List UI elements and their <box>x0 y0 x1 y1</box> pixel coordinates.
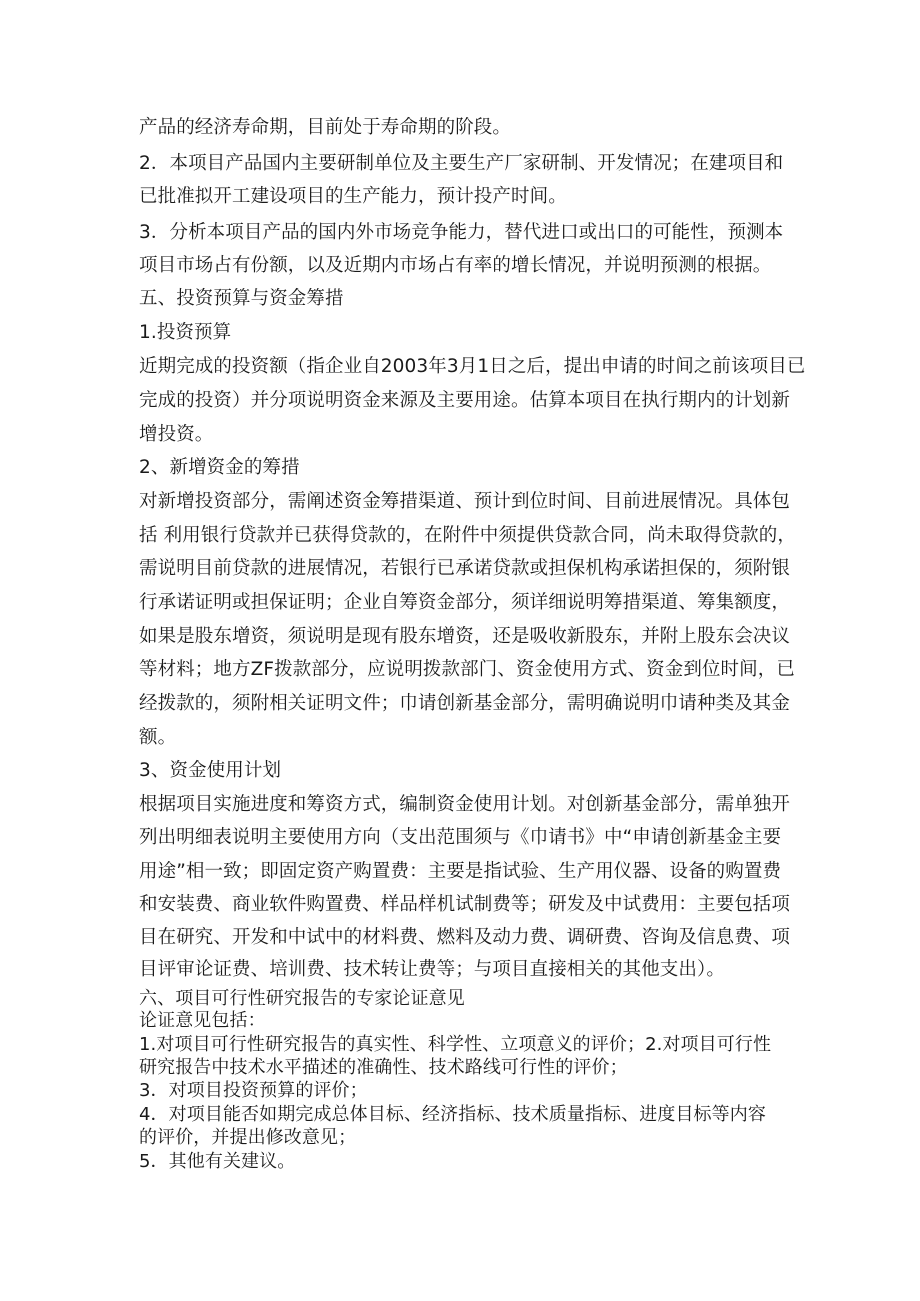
text-line: 2．本项目产品国内主要研制单位及主要生产厂家研制、开发情况；在建项目和 <box>139 153 784 174</box>
subsection-heading: 1.投资预算 <box>139 322 232 343</box>
text-line: 经拨款的，须附相关证明文件；巾请创新基金部分，需明确说明巾请种类及其金 <box>139 693 791 714</box>
text-line: 如果是股东增资，须说明是现有股东增资，还是吸收新股东，并附上股东会决议 <box>139 626 791 647</box>
text-line: 等材料；地方ZF拨款部分，应说明拨款部门、资金使用方式、资金到位时间，已 <box>139 659 795 680</box>
section-heading: 六、项目可行性研究报告的专家论证意见 <box>139 988 465 1009</box>
text-line: 项目市场占有份额，以及近期内市场占有率的增长情况，并说明预测的根据。 <box>139 255 772 276</box>
text-line: 列出明细表说明主要使用方向（支出范围须与《巾请书》中“申请创新基金主要 <box>139 827 782 848</box>
text-line: 5．其他有关建议。 <box>139 1151 296 1172</box>
text-line: 目在研究、开发和中试中的材料费、燃料及动力费、调研费、咨询及信息费、项 <box>139 927 791 948</box>
text-line: 行承诺证明或担保证明；企业自筹资金部分，须详细说明筹措渠道、筹集额度， <box>139 592 791 613</box>
section-heading: 五、投资预算与资金筹措 <box>139 288 344 309</box>
text-line: 3．对项目投资预算的评价； <box>139 1080 368 1101</box>
text-line: 增投资。 <box>139 424 214 445</box>
text-line: 用途”相一致；即固定资产购置费：主要是指试验、生产用仪器、设备的购置费 <box>139 861 782 882</box>
text-line: 论证意见包括： <box>139 1010 266 1031</box>
text-line: 和安装费、商业软件购置费、样品样机试制费等；研发及中试费用：主要包括项 <box>139 894 791 915</box>
text-line: 根据项目实施进度和筹资方式，编制资金使用计划。对创新基金部分，需单独开 <box>139 794 791 815</box>
text-line: 研究报告中技术水平描述的准确性、技术路线可行性的评价； <box>139 1057 628 1078</box>
text-line: 3．分析本项目产品的国内外市场竞争能力，替代进口或出口的可能性，预测本 <box>139 222 784 243</box>
text-line: 4．对项目能否如期完成总体目标、经济指标、技术质量指标、进度目标等内容 <box>139 1104 766 1125</box>
text-line: 完成的投资）并分项说明资金来源及主要用途。估算本项目在执行期内的计划新 <box>139 390 791 411</box>
text-line: 的评价，并提出修改意见； <box>139 1127 357 1148</box>
text-line: 需说明目前贷款的进展情况，若银行已承诺贷款或担保机构承诺担保的，须附银 <box>139 558 791 579</box>
subsection-heading: 2、新增资金的筹措 <box>139 457 300 478</box>
text-line: 目评审论证费、培训费、技术转让费等；与项目直接相关的其他支出）。 <box>139 959 725 980</box>
text-line: 括 利用银行贷款并已获得贷款的，在附件中须提供贷款合同，尚未取得贷款的， <box>139 525 796 546</box>
text-line: 1.对项目可行性研究报告的真实性、科学性、立项意义的评价；2.对项目可行性 <box>139 1034 772 1055</box>
text-line: 产品的经济寿命期，目前处于寿命期的阶段。 <box>139 117 512 138</box>
text-line: 额。 <box>139 727 177 748</box>
text-line: 近期完成的投资额（指企业自2003年3月1日之后，提出申请的时间之前该项目已 <box>139 356 806 377</box>
text-line: 对新增投资部分，需阐述资金筹措渠道、预计到位时间、目前进展情况。具体包 <box>139 491 791 512</box>
text-line: 已批准拟开工建设项目的生产能力，预计投产时间。 <box>139 186 567 207</box>
subsection-heading: 3、资金使用计划 <box>139 760 282 781</box>
